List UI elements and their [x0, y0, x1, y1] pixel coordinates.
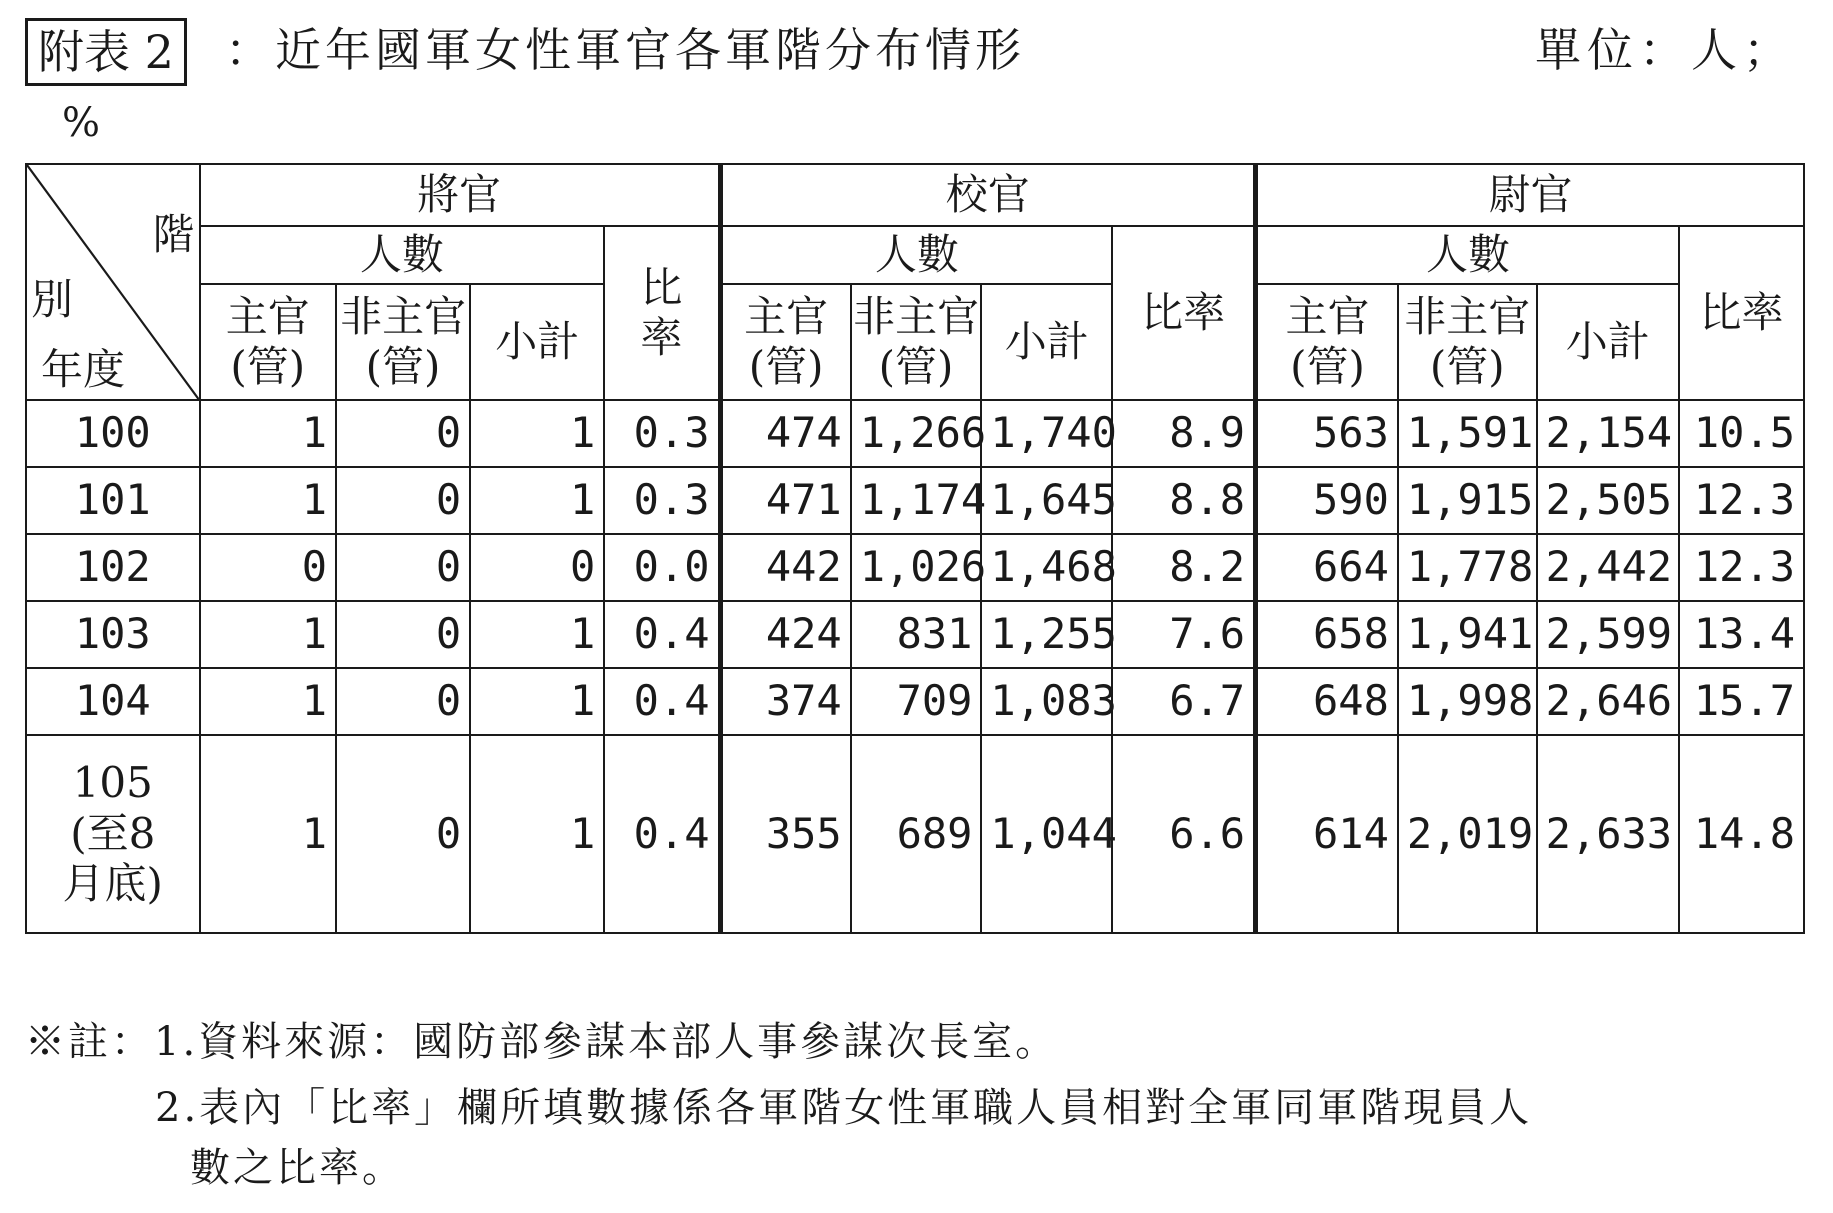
company-subtotal-cell: 2,633 [1537, 735, 1679, 933]
company-nonmain-cell: 1,778 [1398, 534, 1537, 601]
general-ratio-cell: 0.4 [604, 601, 720, 668]
field-subtotal-cell: 1,468 [981, 534, 1112, 601]
general-subtotal-cell: 1 [470, 668, 604, 735]
main-header: 主官 (管) [1256, 284, 1398, 400]
year-cell: 102 [26, 534, 200, 601]
field-subtotal-cell: 1,255 [981, 601, 1112, 668]
officer-rank-table [25, 163, 1805, 934]
field-nonmain-cell: 1,174 [851, 467, 982, 534]
general-subtotal-cell: 1 [470, 400, 604, 467]
company-nonmain-cell: 1,915 [1398, 467, 1537, 534]
general-main-cell: 1 [200, 601, 336, 668]
group-header-field: 校官 [720, 164, 1256, 226]
field-subtotal-cell: 1,645 [981, 467, 1112, 534]
table-row [26, 735, 1804, 933]
unit-label: 單位：人； [1535, 23, 1795, 77]
general-main-cell: 1 [200, 467, 336, 534]
unit-percent: % [62, 100, 101, 146]
field-nonmain-cell: 689 [851, 735, 982, 933]
year-cell: 100 [26, 400, 200, 467]
count-header-general: 人數 [200, 226, 605, 284]
field-nonmain-cell: 1,266 [851, 400, 982, 467]
year-cell: 104 [26, 668, 200, 735]
field-ratio-cell: 6.6 [1112, 735, 1255, 933]
ratio-header-field: 比率 [1112, 226, 1255, 400]
main-header: 主官 (管) [200, 284, 336, 400]
general-nonmain-cell: 0 [336, 735, 470, 933]
ratio-header-general: 比 率 [604, 226, 720, 400]
company-nonmain-cell: 1,591 [1398, 400, 1537, 467]
general-ratio-cell: 0.4 [604, 668, 720, 735]
company-main-cell: 563 [1256, 400, 1398, 467]
field-main-cell: 474 [720, 400, 851, 467]
company-ratio-cell: 12.3 [1679, 467, 1804, 534]
company-subtotal-cell: 2,505 [1537, 467, 1679, 534]
company-subtotal-cell: 2,442 [1537, 534, 1679, 601]
general-nonmain-cell: 0 [336, 400, 470, 467]
field-ratio-cell: 8.9 [1112, 400, 1255, 467]
general-subtotal-cell: 0 [470, 534, 604, 601]
general-nonmain-cell: 0 [336, 668, 470, 735]
company-main-cell: 658 [1256, 601, 1398, 668]
year-cell: 101 [26, 467, 200, 534]
company-subtotal-cell: 2,646 [1537, 668, 1679, 735]
field-ratio-cell: 7.6 [1112, 601, 1255, 668]
corner-header [26, 164, 200, 400]
field-main-cell: 442 [720, 534, 851, 601]
company-ratio-cell: 15.7 [1679, 668, 1804, 735]
company-nonmain-cell: 1,941 [1398, 601, 1537, 668]
company-nonmain-cell: 2,019 [1398, 735, 1537, 933]
year-cell: 103 [26, 601, 200, 668]
company-ratio-cell: 12.3 [1679, 534, 1804, 601]
main-header: 主官 (管) [720, 284, 851, 400]
general-main-cell: 1 [200, 400, 336, 467]
company-main-cell: 590 [1256, 467, 1398, 534]
company-subtotal-cell: 2,154 [1537, 400, 1679, 467]
field-main-cell: 374 [720, 668, 851, 735]
table-row [26, 400, 1804, 467]
nonmain-header: 非主官 (管) [336, 284, 470, 400]
general-ratio-cell: 0.3 [604, 467, 720, 534]
table-row [26, 467, 1804, 534]
field-ratio-cell: 8.8 [1112, 467, 1255, 534]
year-cell: 105 (至8 月底) [26, 735, 200, 933]
table-label: 附表 2 [25, 18, 187, 86]
group-header-company: 尉官 [1256, 164, 1804, 226]
subtotal-header: 小計 [1537, 284, 1679, 400]
nonmain-header: 非主官 (管) [1398, 284, 1537, 400]
note-ratio-cont: 數之比率。 [190, 1145, 405, 1191]
nonmain-header: 非主官 (管) [851, 284, 982, 400]
field-main-cell: 424 [720, 601, 851, 668]
ratio-header-company: 比率 [1679, 226, 1804, 400]
note-ratio: 2.表內「比率」欄所填數據係各軍階女性軍職人員相對全軍同軍階現員人 [155, 1085, 1533, 1131]
company-subtotal-cell: 2,599 [1537, 601, 1679, 668]
company-ratio-cell: 13.4 [1679, 601, 1804, 668]
table-title: ：近年國軍女性軍官各軍階分布情形 [225, 23, 1025, 77]
field-subtotal-cell: 1,083 [981, 668, 1112, 735]
field-main-cell: 355 [720, 735, 851, 933]
table-row [26, 534, 1804, 601]
general-main-cell: 1 [200, 668, 336, 735]
general-subtotal-cell: 1 [470, 735, 604, 933]
subtotal-header: 小計 [981, 284, 1112, 400]
general-main-cell: 0 [200, 534, 336, 601]
company-main-cell: 664 [1256, 534, 1398, 601]
company-main-cell: 614 [1256, 735, 1398, 933]
field-nonmain-cell: 709 [851, 668, 982, 735]
general-main-cell: 1 [200, 735, 336, 933]
general-ratio-cell: 0.0 [604, 534, 720, 601]
company-ratio-cell: 10.5 [1679, 400, 1804, 467]
company-nonmain-cell: 1,998 [1398, 668, 1537, 735]
subtotal-header: 小計 [470, 284, 604, 400]
field-nonmain-cell: 831 [851, 601, 982, 668]
table-row [26, 601, 1804, 668]
field-main-cell: 471 [720, 467, 851, 534]
count-header-field: 人數 [720, 226, 1112, 284]
count-header-company: 人數 [1256, 226, 1679, 284]
general-ratio-cell: 0.3 [604, 400, 720, 467]
corner-type-label: 別 [31, 275, 74, 324]
field-subtotal-cell: 1,740 [981, 400, 1112, 467]
field-nonmain-cell: 1,026 [851, 534, 982, 601]
corner-rank-label: 階 [152, 210, 195, 259]
field-ratio-cell: 6.7 [1112, 668, 1255, 735]
company-ratio-cell: 14.8 [1679, 735, 1804, 933]
general-nonmain-cell: 0 [336, 534, 470, 601]
group-header-general: 將官 [200, 164, 721, 226]
general-ratio-cell: 0.4 [604, 735, 720, 933]
corner-year-label: 年度 [41, 345, 126, 394]
company-main-cell: 648 [1256, 668, 1398, 735]
field-subtotal-cell: 1,044 [981, 735, 1112, 933]
general-subtotal-cell: 1 [470, 467, 604, 534]
note-source: ※註：1.資料來源：國防部參謀本部人事參謀次長室。 [25, 1019, 1059, 1065]
general-subtotal-cell: 1 [470, 601, 604, 668]
general-nonmain-cell: 0 [336, 601, 470, 668]
table-row [26, 668, 1804, 735]
title-row [25, 18, 1805, 98]
field-ratio-cell: 8.2 [1112, 534, 1255, 601]
general-nonmain-cell: 0 [336, 467, 470, 534]
